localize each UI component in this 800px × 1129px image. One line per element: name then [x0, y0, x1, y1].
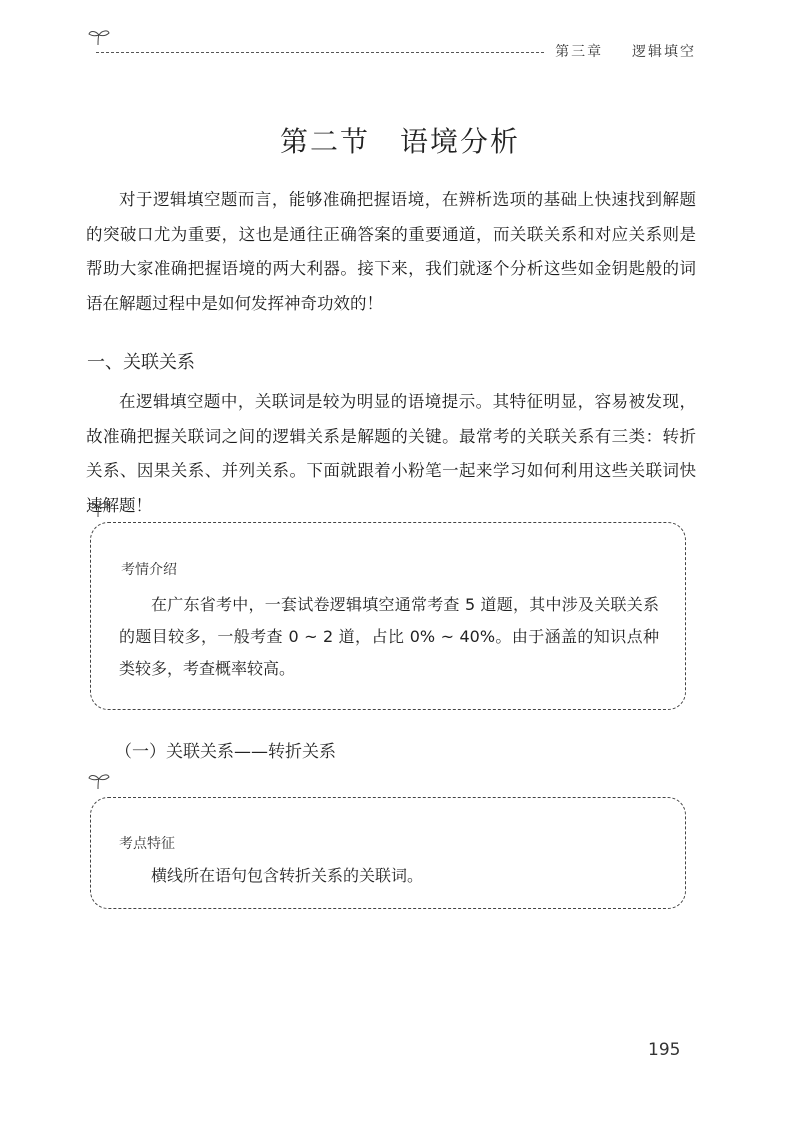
feature-label: 考点特征 [119, 836, 175, 852]
part-paragraph: 在逻辑填空题中，关联词是较为明显的语境提示。其特征明显，容易被发现，故准确把握关联词之间的逻辑关系是解题的关键。最常考的关联关系有三类：转折关系、因果关系、并列关系。下面就跟着小粉笔一起来学习如何利用这些关联词快速解题！ [86, 392, 696, 515]
exam-info-text: 在广东省考中，一套试卷逻辑填空通常考查 5 道题，其中涉及关联关系的题目较多，一般考查 0 ~ 2 道，占比 0% ~ 40%。由于涵盖的知识点种类较多，考查概率较高。 [119, 595, 659, 678]
sprout-icon [86, 772, 112, 790]
exam-info-box [90, 522, 686, 710]
section-title: 第二节 语境分析 [279, 125, 520, 158]
subsection-heading: （一）关联关系——转折关系 [115, 742, 336, 762]
chapter-topic: 逻辑填空 [632, 44, 696, 60]
running-header [555, 41, 696, 61]
feature-text: 横线所在语句包含转折关系的关联词。 [151, 866, 424, 885]
page-number: 195 [648, 1040, 681, 1060]
sprout-icon [86, 500, 112, 518]
intro-paragraph: 对于逻辑填空题而言，能够准确把握语境，在辨析选项的基础上快速找到解题的突破口尤为重要，这也是通往正确答案的重要通道，而关联关系和对应关系则是帮助大家准确把握语境的两大利器。接下来，我们就逐个分析这些如金钥匙般的词语在解题过程中是如何发挥神奇功效的！ [86, 190, 696, 313]
chapter-number: 第三章 [555, 44, 604, 60]
part-heading: 一、关联关系 [87, 352, 195, 373]
sprout-icon [86, 28, 112, 46]
feature-box [90, 797, 686, 909]
header-rule [96, 52, 544, 53]
exam-info-label: 考情介绍 [121, 562, 177, 578]
